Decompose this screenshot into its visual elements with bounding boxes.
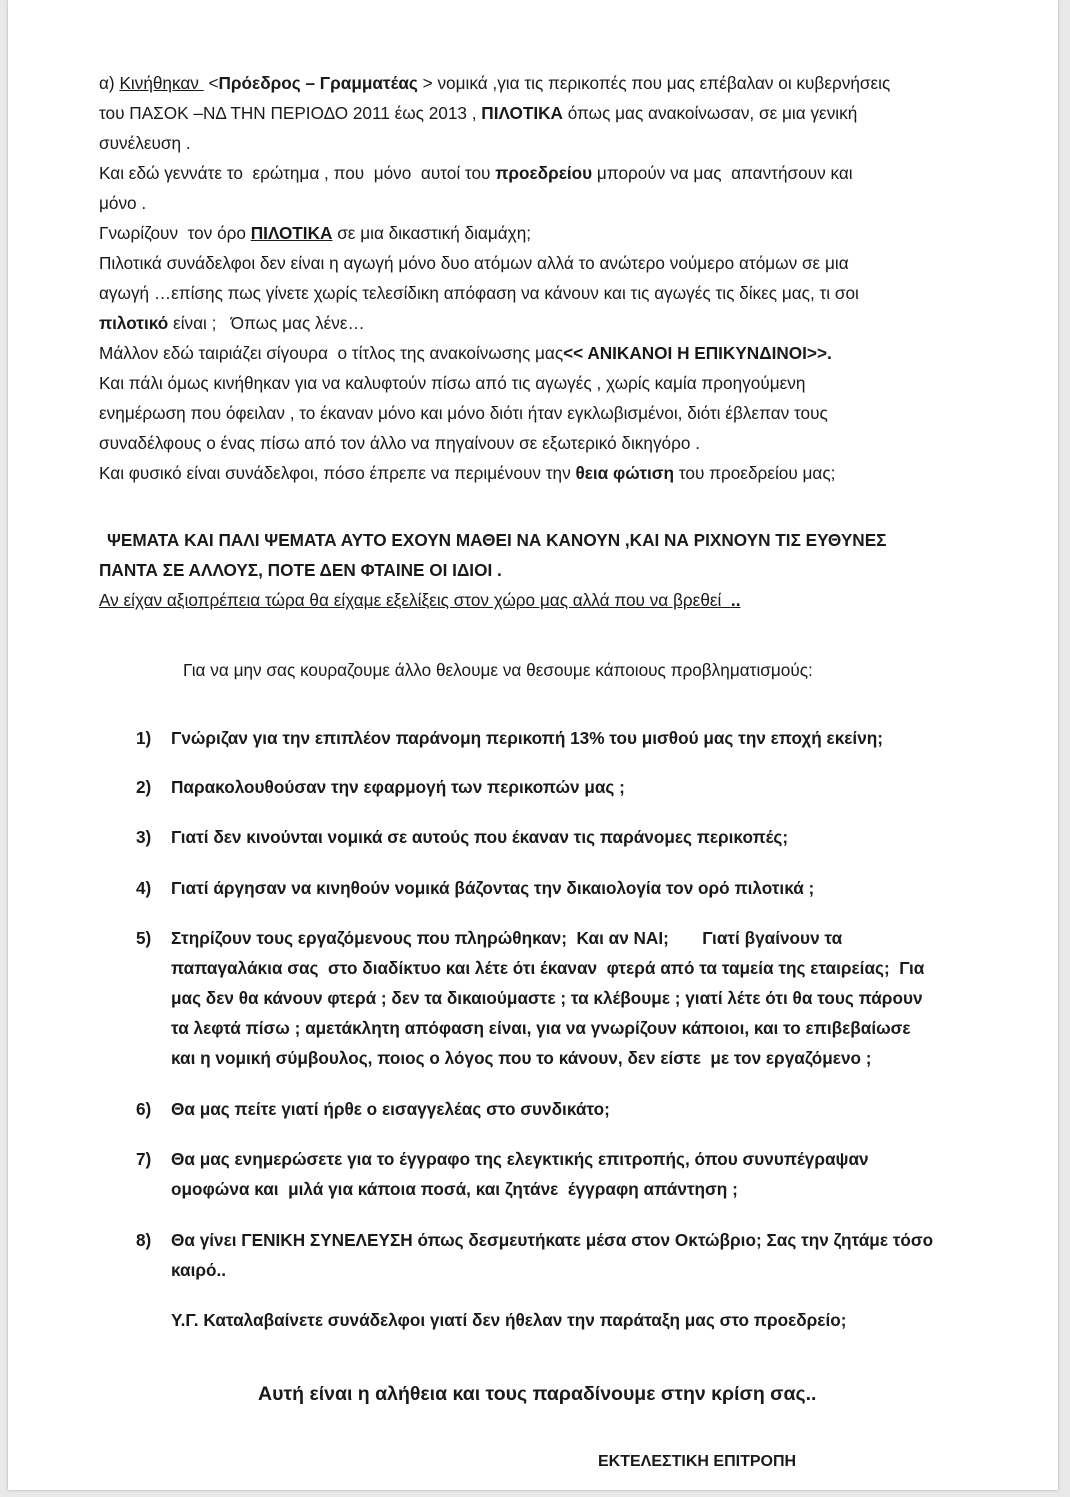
question-number: 3) <box>136 827 152 847</box>
caps-statement-line-1: ΨΕΜΑΤΑ ΚΑΙ ΠΑΛΙ ΨΕΜΑΤΑ ΑΥΤΟ ΕΧΟΥΝ ΜΑΘΕΙ ΝΑ ΚΑΝΟΥΝ ,ΚΑΙ ΝΑ ΡΙΧΝΟΥΝ ΤΙΣ ΕΥΘΥΝΕΣ <box>107 530 887 550</box>
question-number: 1) <box>136 728 152 748</box>
intro-line-10: Μάλλον εδώ ταιριάζει σίγουρα ο τίτλος της ανακοίνωσης μας<< ΑΝΙΚΑΝΟΙ Η ΕΠΙΚΥΝΔΙΝΟΙ>>. <box>99 343 832 363</box>
question-number: 2) <box>136 777 152 797</box>
intro-line-11: Και πάλι όμως κινήθηκαν για να καλυφτούν πίσω από τις αγωγές , χωρίς καμία προηγούμενη <box>99 373 806 393</box>
intro-line-2: του ΠΑΣΟΚ –ΝΔ ΤΗΝ ΠΕΡΙΟΔΟ 2011 έως 2013 , ΠΙΛΟΤΙΚΑ όπως μας ανακοίνωσαν, σε μια γενική <box>99 103 858 123</box>
question-text <box>171 873 814 903</box>
question-line: Γιατί άργησαν να κινηθούν νομικά βάζοντας την δικαιολογία τον ορό πιλοτικά ; <box>171 878 815 898</box>
question-text <box>171 1144 869 1204</box>
caps-statement-line-2: ΠΑΝΤΑ ΣΕ ΑΛΛΟΥΣ, ΠΟΤΕ ΔΕΝ ΦΤΑΙΝΕ ΟΙ ΙΔΙΟΙ . <box>99 560 502 580</box>
intro-line-4: Και εδώ γεννάτε το ερώτημα , που μόνο αυτοί του προεδρείου μπορούν να μας απαντήσουν και <box>99 163 853 183</box>
question-line: καιρό.. <box>171 1260 227 1280</box>
intro-line-14: Και φυσικό είναι συνάδελφοι, πόσο έπρεπε να περιμένουν την θεια φώτιση του προεδρείου μας; <box>99 463 836 483</box>
question-line: παπαγαλάκια σας στο διαδίκτυο και λέτε ότι έκαναν φτερά από τα ταμεία της εταιρείας; Για <box>171 958 925 978</box>
question-line: και η νομική σύμβουλος, ποιος ο λόγος που το κάνουν, δεν είστε με τον εργαζόμενο ; <box>171 1048 872 1068</box>
question-line: Θα μας ενημερώσετε για το έγγραφο της ελεγκτικής επιτροπής, όπου συνυπέγραψαν <box>171 1149 869 1169</box>
question-line: Γιατί δεν κινούνται νομικά σε αυτούς που έκαναν τις παράνομες περικοπές; <box>171 827 789 847</box>
question-text <box>171 772 625 802</box>
intro-line-9: πιλοτικό είναι ; Όπως μας λένε… <box>99 313 365 333</box>
intro-line-13: συναδέλφους ο ένας πίσω από τον άλλο να πηγαίνουν σε εξωτερικό δικηγόρο . <box>99 433 700 453</box>
question-number: 4) <box>136 878 152 898</box>
intro-line-12: ενημέρωση που όφειλαν , το έκαναν μόνο και μόνο διότι ήταν εγκλωβισμένοι, διότι έβλεπαν τους <box>99 403 828 423</box>
question-line: Παρακολουθούσαν την εφαρμογή των περικοπών μας ; <box>171 777 625 797</box>
questions-lead-in: Για να μην σας κουραζουμε άλλο θελουμε να θεσουμε κάποιους προβληματισμούς: <box>183 660 813 680</box>
question-text <box>171 723 883 753</box>
question-line: μας δεν θα κάνουν φτερά ; δεν τα δικαιούμαστε ; τα κλέβουμε ; γιατί λέτε ότι θα τους πάρουν <box>171 988 923 1008</box>
intro-line-7: Πιλοτικά συνάδελφοι δεν είναι η αγωγή μόνο δυο ατόμων αλλά το ανώτερο νούμερο ατόμων σε μια <box>99 253 849 273</box>
question-line: Γνώριζαν για την επιπλέον παράνομη περικοπή 13% του μισθού μας την εποχή εκείνη; <box>171 728 883 748</box>
question-text <box>171 822 788 852</box>
dignity-line: Αν είχαν αξιοπρέπεια τώρα θα είχαμε εξελίξεις στον χώρο μας αλλά που να βρεθεί .. <box>99 590 741 610</box>
intro-line-6: Γνωρίζουν τον όρο ΠΙΛΟΤΙΚΑ σε μια δικαστική διαμάχη; <box>99 223 532 243</box>
document-page <box>8 0 1058 1490</box>
signature: ΕΚΤΕΛΕΣΤΙΚΗ ΕΠΙΤΡΟΠΗ <box>598 1453 797 1470</box>
intro-line-1: α) Κινήθηκαν <Πρόεδρος – Γραμματέας > νομικά ,για τις περικοπές που μας επέβαλαν οι κυβερνήσεις <box>99 73 891 93</box>
question-text <box>171 1094 610 1124</box>
question-line: τα λεφτά πίσω ; αμετάκλητη απόφαση είναι, για να γνωρίζουν κάποιοι, και το επιβεβαίωσε <box>171 1018 911 1038</box>
closing-statement: Αυτή είναι η αλήθεια και τους παραδίνουμε στην κρίση σας.. <box>258 1383 817 1405</box>
question-text <box>171 923 924 1073</box>
question-line: Στηρίζουν τους εργαζόμενους που πληρώθηκαν; Και αν ΝΑΙ; Γιατί βγαίνουν τα <box>171 928 843 948</box>
intro-line-8: αγωγή …επίσης πως γίνετε χωρίς τελεσίδικη απόφαση να κάνουν και τις αγωγές τις δίκες μας, τι σοι <box>99 283 859 303</box>
question-text <box>171 1225 933 1285</box>
intro-line-5: μόνο . <box>99 193 147 213</box>
question-line: Θα γίνει ΓΕΝΙΚΗ ΣΥΝΕΛΕΥΣΗ όπως δεσμευτήκατε μέσα στον Οκτώβριο; Σας την ζητάμε τόσο <box>171 1230 934 1250</box>
question-line: ομοφώνα και μιλά για κάποια ποσά, και ζητάνε έγγραφη απάντηση ; <box>171 1179 738 1199</box>
intro-line-3: συνέλευση . <box>99 133 191 153</box>
intro-paragraph <box>99 68 1039 488</box>
question-number: 5) <box>136 928 152 948</box>
postscript: Υ.Γ. Καταλαβαίνετε συνάδελφοι γιατί δεν ήθελαν την παράταξη μας στο προεδρείο; <box>171 1310 847 1330</box>
question-number: 6) <box>136 1099 152 1119</box>
question-line: Θα μας πείτε γιατί ήρθε ο εισαγγελέας στο συνδικάτο; <box>171 1099 610 1119</box>
question-number: 8) <box>136 1230 152 1250</box>
question-number: 7) <box>136 1149 152 1169</box>
